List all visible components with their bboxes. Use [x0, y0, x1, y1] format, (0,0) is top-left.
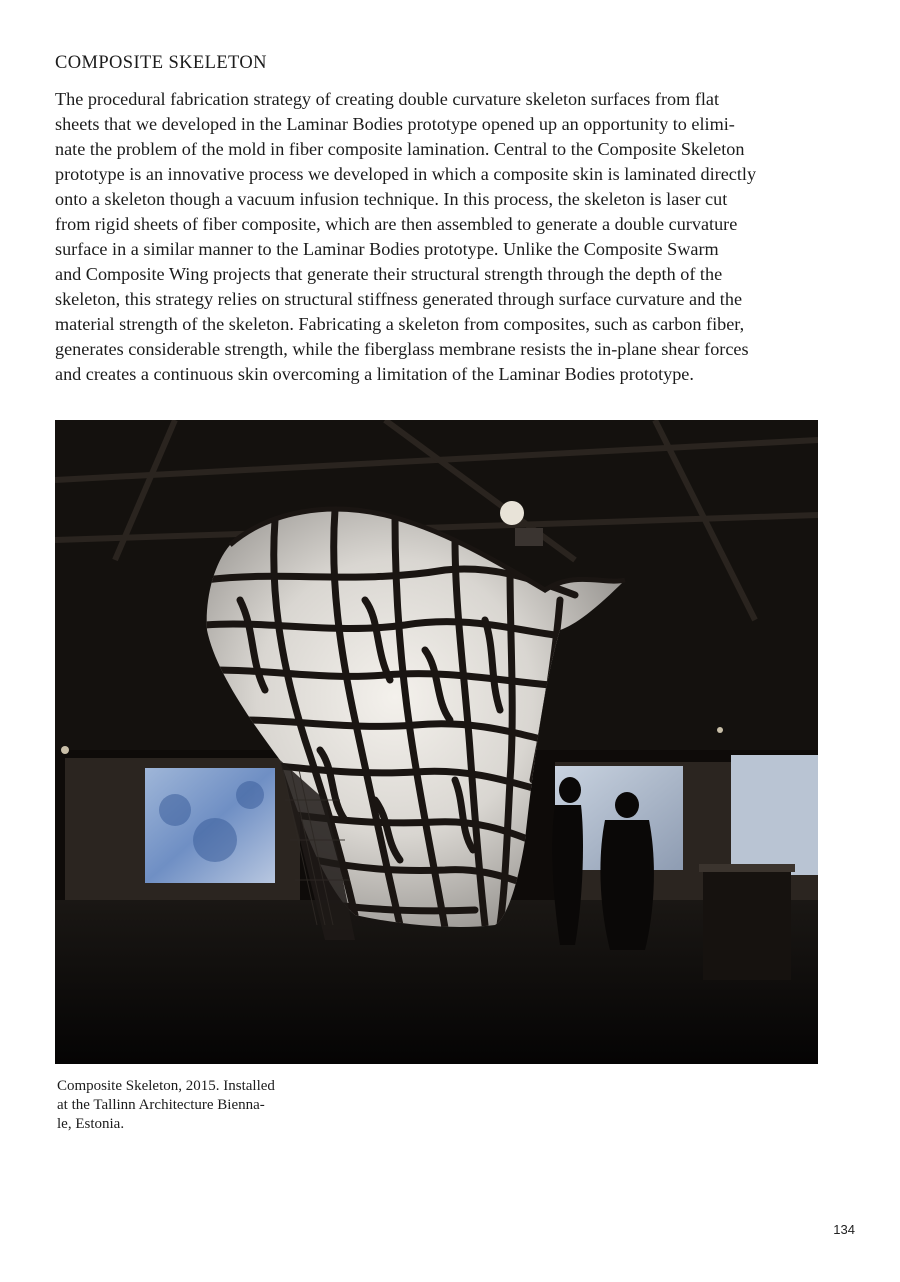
figure-caption: [57, 1077, 317, 1134]
body-line: from rigid sheets of fiber composite, which are then assembled to generate a double curvature: [55, 214, 738, 234]
installation-photo: [55, 420, 818, 1064]
body-line: nate the problem of the mold in fiber composite lamination. Central to the Composite Skeleton: [55, 139, 745, 159]
body-line: The procedural fabrication strategy of creating double curvature skeleton surfaces from flat: [55, 89, 720, 109]
body-line: surface in a similar manner to the Laminar Bodies prototype. Unlike the Composite Swarm: [55, 239, 719, 259]
body-line: sheets that we developed in the Laminar Bodies prototype opened up an opportunity to elimi-: [55, 114, 735, 134]
body-line: material strength of the skeleton. Fabricating a skeleton from composites, such as carbon fiber,: [55, 314, 745, 334]
body-paragraph: [55, 87, 825, 387]
caption-line: Composite Skeleton, 2015. Installed: [57, 1078, 275, 1094]
body-line: and creates a continuous skin overcoming a limitation of the Laminar Bodies prototype.: [55, 364, 694, 384]
section-heading: COMPOSITE SKELETON: [55, 53, 267, 73]
body-line: and Composite Wing projects that generate their structural strength through the depth of the: [55, 264, 723, 284]
body-line: onto a skeleton though a vacuum infusion technique. In this process, the skeleton is laser cut: [55, 189, 728, 209]
body-line: skeleton, this strategy relies on structural stiffness generated through surface curvature and the: [55, 289, 743, 309]
body-line: prototype is an innovative process we developed in which a composite skin is laminated directly: [55, 164, 757, 184]
installation-photo-illustration: [55, 420, 818, 1064]
caption-line: le, Estonia.: [57, 1116, 125, 1132]
body-line: generates considerable strength, while the fiberglass membrane resists the in-plane shear forces: [55, 339, 749, 359]
caption-line: at the Tallinn Architecture Bienna-: [57, 1097, 265, 1113]
page-number: 134: [833, 1222, 855, 1237]
